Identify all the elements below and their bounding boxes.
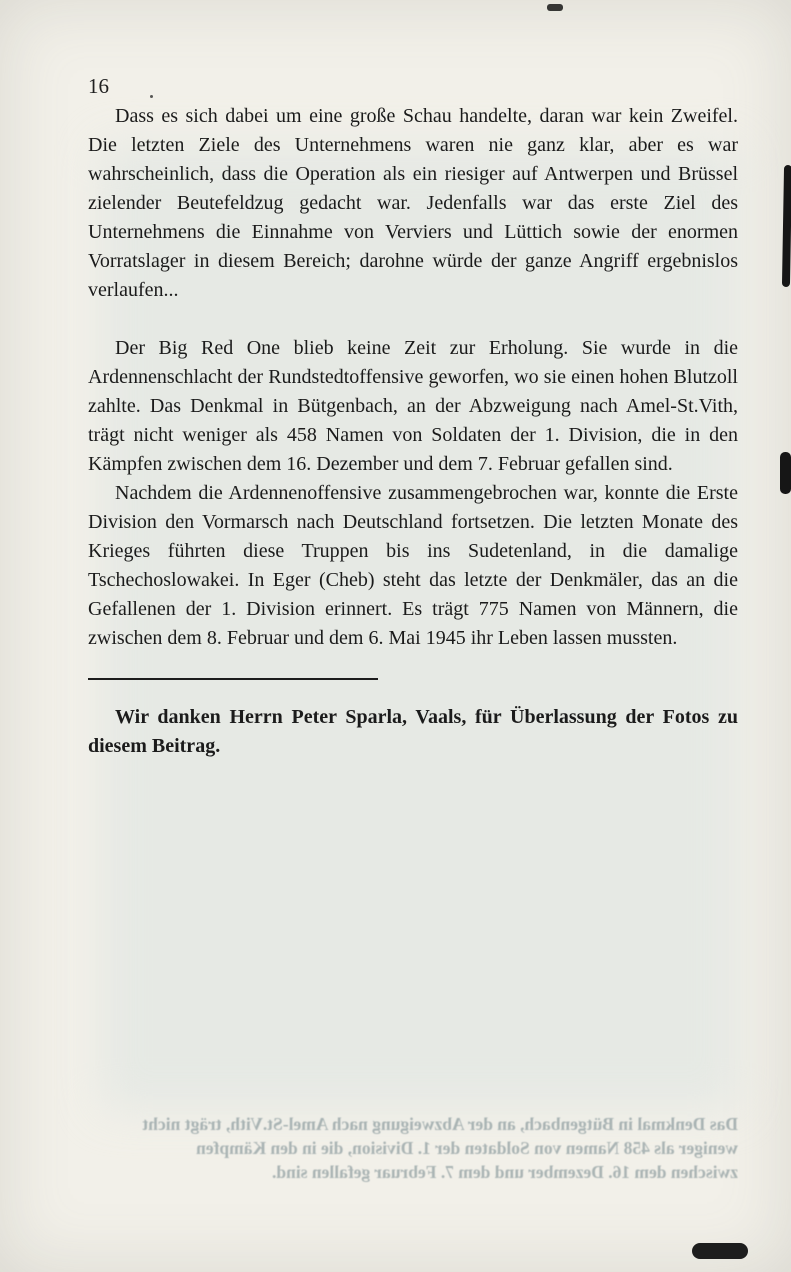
scan-artifact-bottom-blob [692, 1243, 748, 1259]
bleedthrough-line: Das Denkmal in Bütgenbach, an der Abzweigung nach Amel-St.Vith, trägt nicht [142, 1114, 738, 1134]
bleedthrough-mirrored-caption [88, 1112, 738, 1184]
scan-artifact-right-streak [782, 165, 791, 287]
separator-rule [88, 678, 378, 680]
page-number: 16 [88, 74, 109, 98]
scan-artifact-right-blob [780, 452, 791, 494]
bleedthrough-line: zwischen dem 16. Dezember und dem 7. Februar gefallen sind. [272, 1162, 738, 1182]
paragraph-advance-to-germany: Nachdem die Ardennenoffensive zusammengebrochen war, konnte die Erste Division den Vormarsch nach Deutschland fortsetzen. Die letzten Monate des Krieges führten diese Truppen bis ins Sudetenland, in die damalige Tschechoslowakei. In Eger (Cheb) steht das letzte der Denkmäler, das an die Gefallenen der 1. Division erinnert. Es trägt 775 Namen von Männern, die zwischen dem 8. Februar und dem 6. Mai 1945 ihr Leben lassen mussten. [88, 482, 738, 649]
acknowledgment-text: Wir danken Herrn Peter Sparla, Vaals, für Überlassung der Fotos zu diesem Beitrag. [88, 706, 738, 757]
paragraph-operation-goals: Dass es sich dabei um eine große Schau handelte, daran war kein Zweifel. Die letzten Ziele des Unternehmens waren nie ganz klar, aber es war wahrscheinlich, dass die Operation als ein riesiger auf Antwerpen und Brüssel zielender Beutefeldzug gedacht war. Jedenfalls war das erste Ziel des Unternehmens die Einnahme von Verviers und Lüttich sowie der enormen Vorratslager in diesem Bereich; darohne würde der ganze Angriff ergebnislos verlaufen... [88, 105, 738, 301]
body-text-block [88, 102, 738, 761]
scan-artifact-dot [150, 95, 153, 98]
scan-artifact-top-speck [547, 4, 563, 11]
paragraph-big-red-one-ardennes: Der Big Red One blieb keine Zeit zur Erholung. Sie wurde in die Ardennenschlacht der Rundstedtoffensive geworfen, wo sie einen hohen Blutzoll zahlte. Das Denkmal in Bütgenbach, an der Abzweigung nach Amel-St.Vith, trägt nicht weniger als 458 Namen von Soldaten der 1. Division, die in den Kämpfen zwischen dem 16. Dezember und dem 7. Februar gefallen sind. [88, 337, 738, 475]
bleedthrough-line: weniger als 458 Namen von Soldaten der 1. Division, die in den Kämpfen [196, 1138, 738, 1158]
